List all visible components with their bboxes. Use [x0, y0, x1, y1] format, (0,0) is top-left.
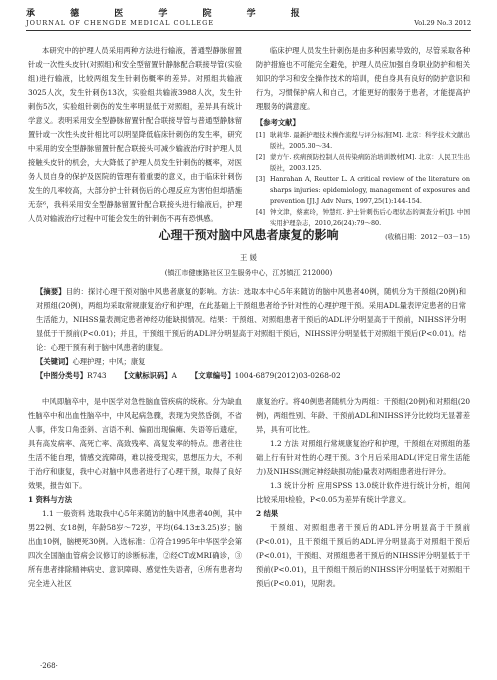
reference-number: [1] [256, 131, 266, 139]
article-title: 心理干预对脑中风患者康复的影响 [158, 228, 339, 242]
volume-info: Vol.29 No.3 2012 [414, 19, 471, 27]
header-rule [26, 30, 471, 31]
methods-paragraph: 1.2 方法 对照组行常规康复治疗和护理，干预组在对照组的基础上行有针对性的心理干预。3个月后采用ADL(评定日常生活能力)及NIHSS(测定神经缺损功能)量表对两组患者进行评分。 [256, 439, 470, 476]
reference-text: 钟文津，蔡素玲，钟慧红. 护士针刺伤后心理状态的调查分析[J]. 中国实用护理杂志，2010,26(24):79～80. [270, 208, 470, 227]
general-data-paragraph: 1.1 一般资料 选取我中心5年来随访的脑中风患者40例，其中男22例、女18例，年龄58岁～72岁，平均(64.13±3.25)岁；脑出血10例，脑梗死30例。入选标准：①符合1995年中华医学会第四次全国脑血管病会议修订的诊断标准，②经CT或MRI确诊，③所有患者排除精神病史、意识障碍、感觉性失语者，④所有患者均完全进入社区 [28, 509, 242, 588]
article-affiliation: (镇江市健康路社区卫生服务中心，江苏镇江 212000) [164, 269, 333, 277]
reference-item [256, 152, 470, 174]
prev-article-paragraph: 本研究中的护理人员采用两种方法进行输液，普通型静脉留置针或一次性头皮针(对照组)和安全型留置针静脉配合联接导管(实验组)进行输液，比较两组发生针刺伤概率的差异。对照组共输液3025人次，发生针刺伤13次，实验组共输液3988人次，发生针刺伤5次，实验组针刺伤的发生率明显低于对照组，差异具有统计学意义。表明采用安全型静脉留置针配合联接导管与普通型静脉留置针或一次性头皮针相比可以明显降低临床针刺伤的发生率，研究中采用的安全型静脉留置针配合联接头可减少输液治疗时护理人员接触头皮针的机会，大大降低了护理人员发生针刺伤的概率，对医务人员自身的保护及医院的管理有着重要的意义，由于临床针刺伤发生的几率较高，大部分护士针刺伤后的心理反应为害怕但却措施无奈⁶，我科采用安全型静脉留置针配合联接头进行输液后，护理人员对输液治疗过程中可能会发生的针刺伤不再有恐惧感。 [28, 46, 242, 223]
prev-article-conclusion: 临床护理人员发生针刺伤是由多种因素导致的，尽管采取各种防护措施也不可能完全避免，护理人员应加强自身职业防护和相关知识的学习和安全操作技术的培训，使自身具有良好的防护意识和行为，习惯保护病人和自己，才能更好的服务于患者，才能提高护理服务的满意度。 [256, 46, 470, 111]
reference-number: [2] [256, 153, 266, 161]
abstract-text: 目的：探讨心理干预对脑中风患者康复的影响。方法：选取本中心5年来随访的脑中风患者40例，随机分为干预组(20例)和对照组(20例)，两组均采取常规康复治疗和护理，在此基础上干预组患者给予针对性的心理护理干预。采用ADL量表评定患者的日常生活能力，NIHSS量表测定患者神经功能缺损情况。结果：干预组、对照组患者干预后的ADL评分明显高于干预前，NIHSS评分明显低于干预前(P<0.01)；并且，干预组干预后的ADL评分明显高于对照组干预后，NIHSS评分明显低于对照组干预后(P<0.01)。结论：心理干预有利于脑中风患者的康复。 [36, 287, 467, 352]
prev-article-left-column [28, 44, 242, 226]
abstract [36, 285, 466, 355]
reference-text: 蒙方午. 疾病预防控制人员传染病防治培训教材[M]. 北京：人民卫生出版社，2003.125. [270, 153, 470, 172]
journal-title-cn: 承 德 医 学 院 学 报 [26, 9, 316, 19]
references-heading: 【参考文献】 [256, 118, 300, 127]
abstract-label: 【摘要】 [36, 287, 66, 296]
article-left-column [28, 395, 242, 591]
article-author: 王 媛 [240, 253, 257, 262]
keywords-text: 心理护理；中风；康复 [72, 357, 146, 366]
cls-label: 【中图分类号】 [36, 371, 88, 380]
journal-title-en: JOURNAL OF CHENGDE MEDICAL COLLEGE [26, 19, 215, 27]
classification-line [36, 371, 341, 381]
article-right-column [256, 395, 470, 591]
reference-number: [3] [256, 175, 266, 183]
statistics-paragraph: 1.3 统计分析 应用SPSS 13.0统计软件进行统计分析，组间比较采用t检验，P<0.05为差异有统计学意义。 [256, 481, 470, 504]
intro-paragraph: 中风即脑卒中，是中医学对急性脑血管疾病的统称。分为缺血性脑卒中和出血性脑卒中，中风起病急骤，表现为突然昏倒，不省人事，伴发口角歪斜、言语不利、偏面出现偏瘫、失语等后遗症，具有高发病率、高死亡率、高致残率、高复发率的特点。患者往往生活不能自理，情感交流障碍，难以接受现实，思想压力大，不利于治疗和康复，我中心对脑中风患者进行了心理干预，取得了良好效果，报告如下。 [28, 397, 242, 490]
page-number: ·268· [40, 662, 58, 670]
received-date: (收稿日期：2012－03－15) [385, 233, 470, 241]
article-id-value: 1004-6879(2012)03-0268-02 [234, 371, 341, 380]
reference-item [256, 130, 470, 152]
continued-paragraph: 康复治疗。将40例患者随机分为两组：干预组(20例)和对照组(20例)，两组性别、年龄、干预前ADL和NIHSS评分比较均无显著差异，具有可比性。 [256, 397, 470, 434]
article-id-label: 【文章编号】 [190, 371, 235, 380]
prev-article-right-column [256, 44, 470, 244]
keywords-label: 【关键词】 [36, 357, 73, 366]
doc-code-label: 【文献标识码】 [120, 371, 172, 380]
references [256, 116, 470, 229]
doc-code-value: A [171, 371, 177, 380]
reference-item [256, 174, 470, 207]
cls-value: R743 [87, 371, 107, 380]
section-heading: 1 资料与方法 [28, 495, 73, 504]
reference-text: 耿莉华. 最新护理技术操作流程与评分标准[M]. 北京：科学技术文献出版社，2005.30～34. [270, 131, 470, 150]
reference-text: Hanrahan A, Reutter L. A critical review of the literature on sharps injuries: epidemiology, management of exposures and prevention [J].J Adv Nurs, 1997,25(1):144-154. [270, 175, 470, 205]
keywords [36, 357, 145, 367]
reference-number: [4] [256, 208, 266, 216]
section-heading: 2 结果 [256, 509, 279, 518]
results-paragraph: 干预组、对照组患者干预后的ADL评分明显高于干预前(P<0.01)，且干预组干预后的ADL评分明显高于对照组干预后(P<0.01)，干预组、对照组患者干预后的NIHSS评分明显低于干预前(P<0.01)，且干预组干预后的NIHSS评分明显低于对照组干预后(P<0.01)，见附表。 [256, 523, 470, 588]
